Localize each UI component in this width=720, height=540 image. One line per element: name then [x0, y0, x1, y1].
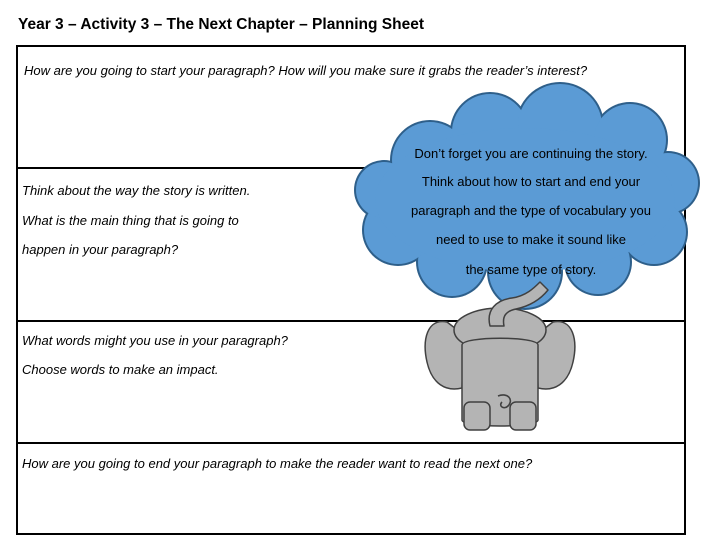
- bubble-line-2: Think about how to start and end your: [421, 174, 641, 189]
- bubble-line-4: need to use to make it sound like: [435, 232, 627, 247]
- bubble-line-5: the same type of story.: [465, 262, 597, 277]
- words-prompt-line2: Choose words to make an impact.: [22, 362, 219, 377]
- main-event-prompt-line2: What is the main thing that is going to: [22, 213, 239, 228]
- main-event-prompt-line1: Think about the way the story is written.: [22, 183, 251, 198]
- words-prompt-line1: What words might you use in your paragraph?: [22, 333, 288, 348]
- ending-prompt: How are you going to end your paragraph to make the reader want to read the next one?: [22, 456, 533, 471]
- start-prompt: How are you going to start your paragraph? How will you make sure it grabs the reader’s interest?: [24, 63, 588, 78]
- bubble-line-3: paragraph and the type of vocabulary you: [411, 203, 651, 218]
- bubble-line-1: Don’t forget you are continuing the story.: [414, 146, 648, 161]
- page-title: Year 3 – Activity 3 – The Next Chapter – Planning Sheet: [18, 16, 425, 33]
- main-event-prompt-line3: happen in your paragraph?: [22, 242, 179, 257]
- elephant-icon: [425, 282, 575, 430]
